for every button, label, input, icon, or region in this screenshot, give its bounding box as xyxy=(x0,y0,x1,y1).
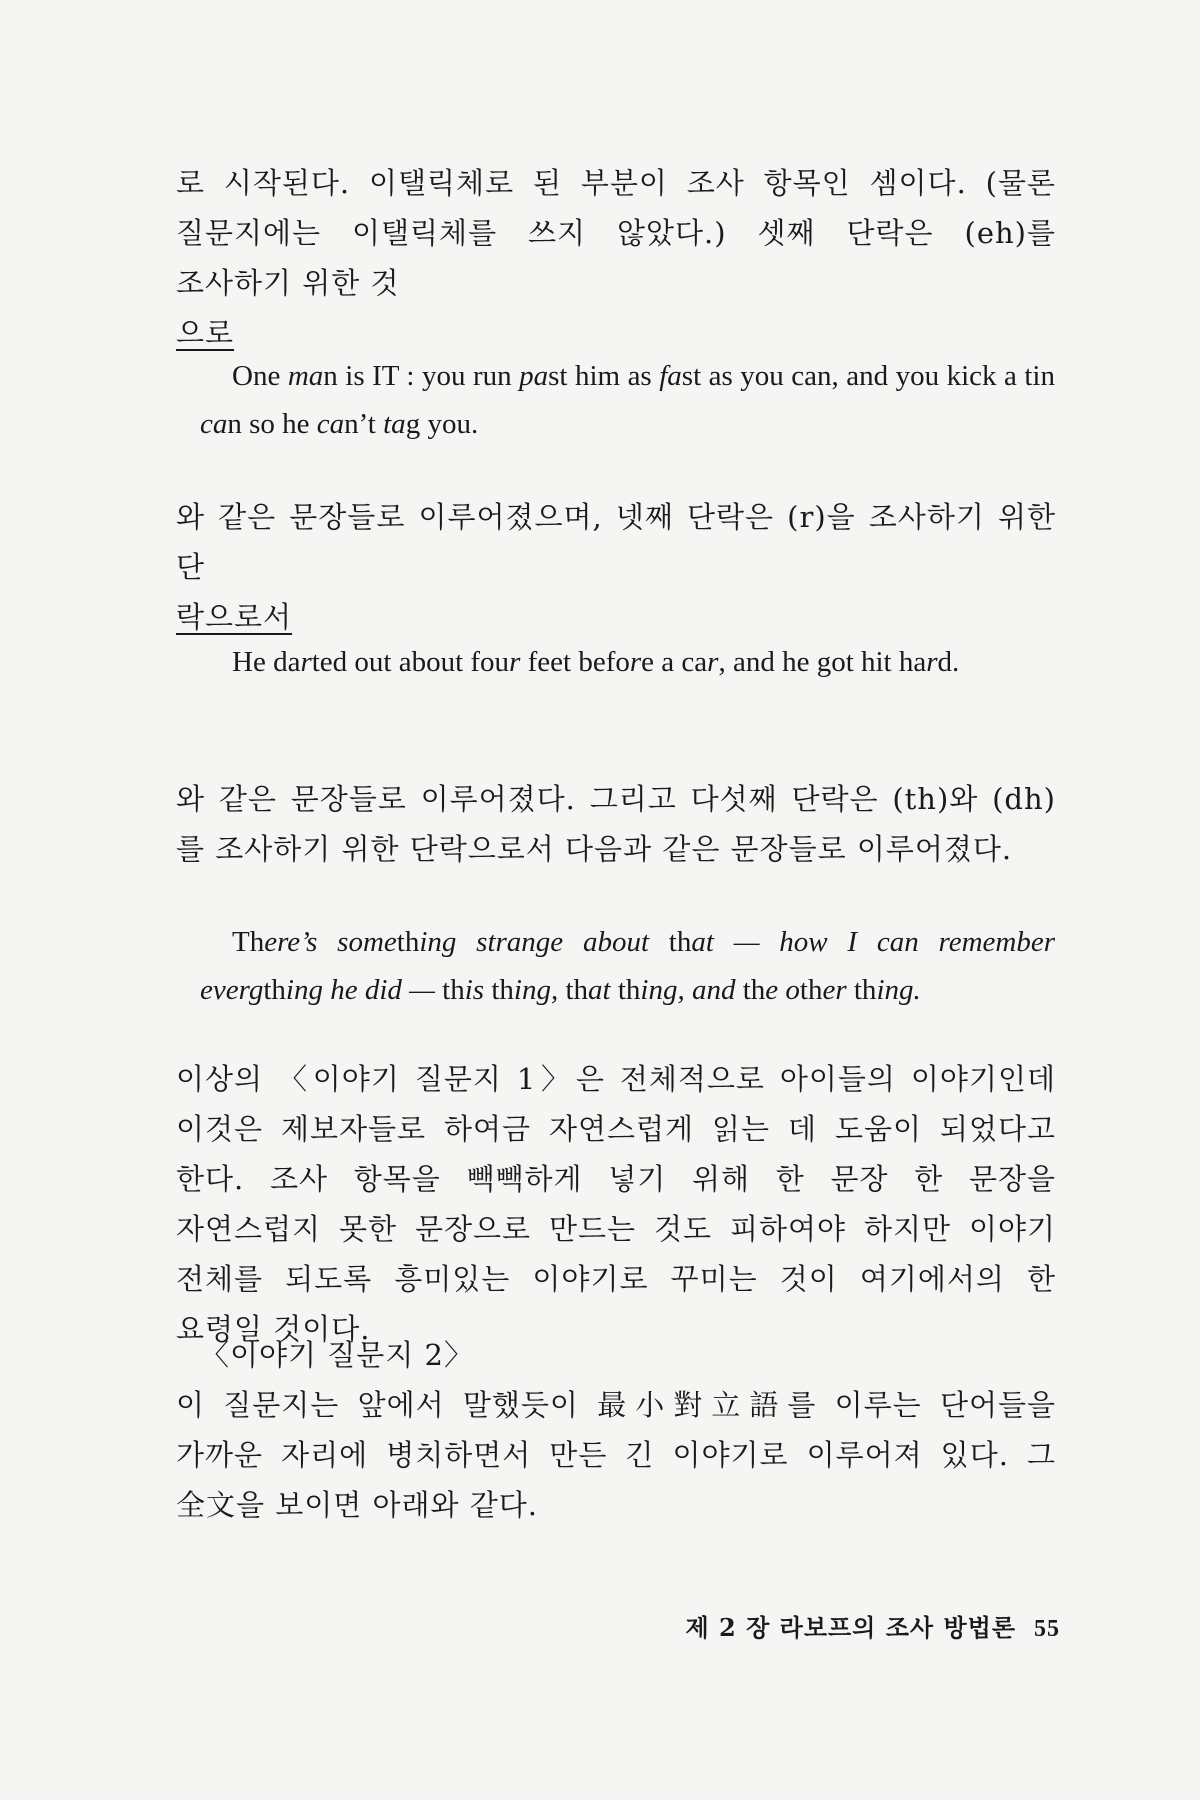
italic-target-segment: r xyxy=(707,646,719,678)
sentence-segment: th xyxy=(617,974,641,1006)
italic-target-segment: ca xyxy=(200,408,228,440)
italic-target-segment: ca xyxy=(316,408,345,440)
section-heading-text: 〈이야기 질문지 2〉 xyxy=(200,1338,474,1372)
italic-target-segment: ing he did — xyxy=(285,974,443,1006)
sentence-segment: th xyxy=(565,974,589,1006)
paragraph-2-last: 락으로서 xyxy=(176,600,293,634)
sentence-segment: One xyxy=(232,360,288,392)
paragraph-1-text: 로 시작된다. 이탤릭체로 된 부분이 조사 항목인 셈이다. (물론 질문지에는 이탤릭체를 쓰지 않았다.) 셋째 단락은 (eh)를 조사하기 위한 것 xyxy=(176,166,1056,300)
italic-target-segment: is xyxy=(464,974,492,1006)
paragraph-1 xyxy=(176,158,1056,358)
sentence-segment: st him as xyxy=(548,360,660,392)
sentence-segment: g you. xyxy=(405,408,479,440)
italic-target-segment: ing, and xyxy=(640,974,743,1006)
sentence-segment: th xyxy=(491,974,514,1006)
paragraph-5 xyxy=(176,1380,1056,1530)
paragraph-2-text: 와 같은 문장들로 이루어졌으며, 넷째 단락은 (r)을 조사하기 위한 단 xyxy=(176,500,1056,584)
sentence-segment: th xyxy=(799,974,823,1006)
sentence-segment: ted out about fou xyxy=(311,646,510,678)
sentence-segment: He da xyxy=(232,646,301,678)
sentence-segment: th xyxy=(853,974,877,1006)
sentence-segment: th xyxy=(742,974,766,1006)
sentence-segment: n so he xyxy=(227,408,317,440)
italic-target-segment: r xyxy=(629,646,642,678)
paragraph-4 xyxy=(176,1054,1056,1354)
section-heading xyxy=(200,1330,1056,1380)
italic-target-segment: ere’s some xyxy=(264,926,397,958)
page-number: 55 xyxy=(1034,1616,1060,1642)
paragraph-5-text: 이 질문지는 앞에서 말했듯이 最小對立語를 이루는 단어들을 가까운 자리에 병치하면서 만든 긴 이야기로 이루어져 있다. 그 全文을 보이면 아래와 같다. xyxy=(176,1388,1056,1522)
italic-target-segment: pa xyxy=(519,360,549,392)
running-footer xyxy=(680,1608,1060,1643)
italic-target-segment: er xyxy=(822,974,854,1006)
example-sentence-3 xyxy=(168,918,1055,1014)
italic-target-segment: r xyxy=(300,646,312,678)
sentence-segment: n is IT : you run xyxy=(323,360,520,392)
italic-target-segment: ing. xyxy=(876,974,921,1006)
paragraph-4-text: 이상의 〈이야기 질문지 1〉은 전체적으로 아이들의 이야기인데 이것은 제보자들로 하여금 자연스럽게 읽는 데 도움이 되었다고 한다. 조사 항목을 빽빽하게 넣기 위해 한 문장 한 문장을 자연스럽지 못한 문장으로 만드는 것도 피하여야 하지만 이야기 전체를 되도록 흥미있는 이야기로 꾸미는 것이 여기에서의 한 요령일 것이다. xyxy=(176,1062,1056,1346)
paragraph-1-last: 으로 xyxy=(176,316,235,350)
italic-target-segment: ing strange about xyxy=(419,926,669,958)
sentence-segment: , and he got hit ha xyxy=(718,646,927,678)
italic-target-segment: r xyxy=(509,646,521,678)
sentence-segment: th xyxy=(668,926,692,958)
paragraph-3-text: 와 같은 문장들로 이루어졌다. 그리고 다섯째 단락은 (th)와 (dh)를 조사하기 위한 단락으로서 다음과 같은 문장들로 이루어졌다. xyxy=(176,782,1056,866)
sentence-segment: th xyxy=(263,974,286,1006)
sentence-segment: d. xyxy=(937,646,960,678)
sentence-segment: e a ca xyxy=(641,646,708,678)
italic-target-segment: e o xyxy=(765,974,800,1006)
italic-target-segment: ta xyxy=(383,408,406,440)
paragraph-3 xyxy=(176,774,1056,874)
italic-target-segment: at xyxy=(588,974,618,1006)
italic-target-segment: r xyxy=(926,646,938,678)
sentence-segment: n’t xyxy=(344,408,384,440)
sentence-segment: th xyxy=(396,926,420,958)
italic-target-segment: ing, xyxy=(513,974,566,1006)
paragraph-2 xyxy=(176,492,1056,642)
italic-target-segment: at — how I can remember everg xyxy=(200,926,1055,1006)
sentence-segment: feet befo xyxy=(520,646,630,678)
example-sentence-1 xyxy=(168,352,1055,448)
sentence-segment: Th xyxy=(232,926,265,958)
chapter-title: 제 2 장 라보프의 조사 방법론 xyxy=(685,1613,1016,1642)
italic-target-segment: fa xyxy=(659,360,682,392)
sentence-segment: st as you can, and you kick a tin xyxy=(681,360,1055,392)
italic-target-segment: ma xyxy=(287,360,324,392)
example-sentence-2 xyxy=(168,638,1055,686)
sentence-segment: th xyxy=(442,974,465,1006)
